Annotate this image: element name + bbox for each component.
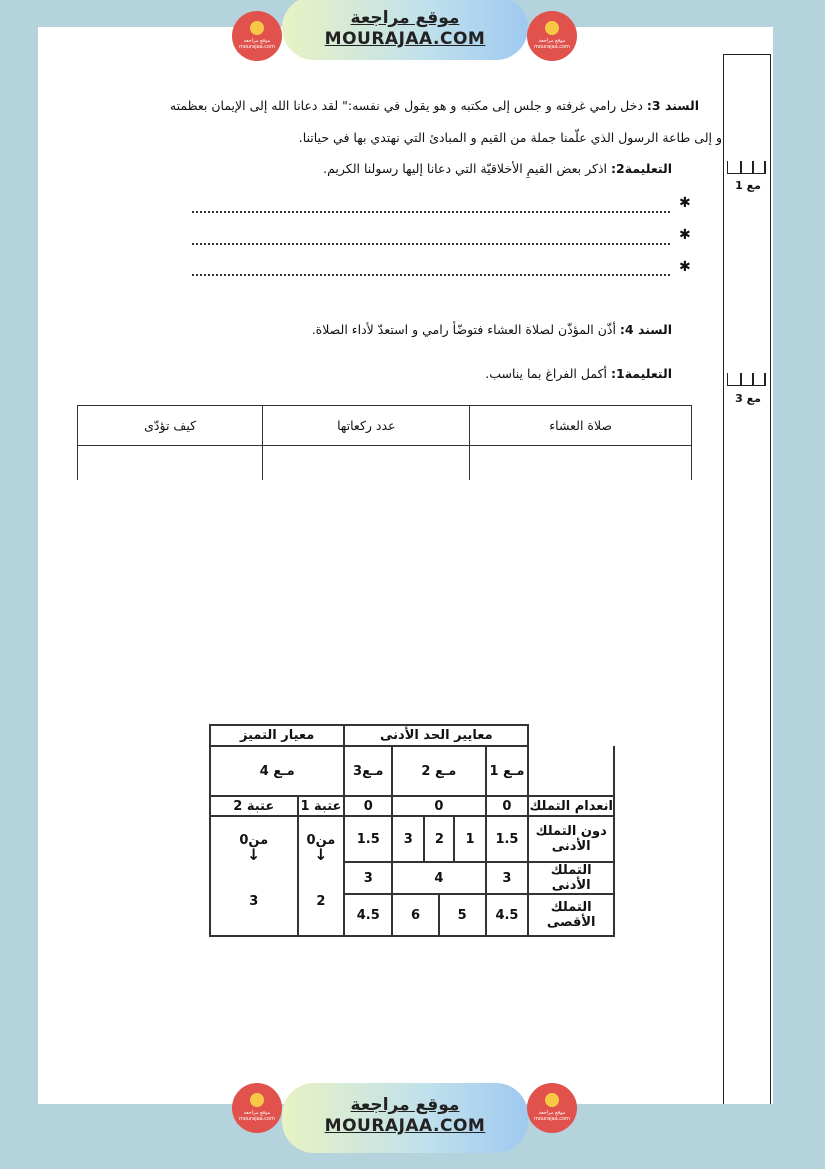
site-name-arabic: موقع مراجعة [350,1095,460,1115]
threshold1-range: من0 ↓ 2 [298,816,345,936]
table-cell-input[interactable] [263,446,470,481]
score-cell: 4 [392,862,485,894]
threshold2-range: من0 ↓ 3 [210,816,298,936]
header-how: كيف تؤدّى [78,406,263,446]
col-c1: مـع 1 [486,746,529,796]
instruction2: التعليمة2: اذكر بعض القيمِ الأخلاقيّة التي دعانا إليها رسولنا الكريم. [323,161,672,176]
answer-bullet: ✱ [679,227,691,243]
site-banner-top[interactable] [282,0,528,60]
score-cell-split [392,816,485,862]
row-label: التملك الأقصى [528,894,614,936]
table-cell-input[interactable] [470,446,692,481]
sanad3-line2: و إلى طاعة الرسول الذي علّمنا جملة من القيم و المبادئ التي نهتدي بها في حياتنا. [298,130,722,145]
score-cell: 3 [344,862,392,894]
criterion-label: مع 1 [735,179,761,192]
header-isha: صلاة العشاء [470,406,692,446]
col-c2: مـع 2 [392,746,485,796]
col-c3: مـع3 [344,746,392,796]
col-c4: مـع 4 [210,746,344,796]
threshold1: عتبة 1 [298,796,345,816]
score-cell: 0 [392,796,485,816]
answer-line[interactable] [192,231,670,245]
score-cell: 2 [424,817,454,861]
score-cell: 3 [486,862,529,894]
score-cell: 0 [344,796,392,816]
site-logo-right: موقع مراجعة mourajaa.com [527,11,577,61]
arrow-down-icon: ↓ [247,845,261,864]
logo-sun-icon [250,21,264,35]
row-label: دون التملك الأدنى [528,816,614,862]
grading-margin-column [723,54,771,1104]
site-logo-left: موقع مراجعة mourajaa.com [232,1083,282,1133]
header-excellence: معيار التميز [210,725,344,746]
empty-corner [528,725,614,746]
answer-line[interactable] [192,199,670,213]
header-rakaat: عدد ركعاتها [263,406,470,446]
prayer-table [77,405,692,480]
answer-line[interactable] [192,262,670,276]
score-cell: 5 [439,894,486,936]
exam-page [38,27,773,1104]
row-label: التملك الأدنى [528,862,614,894]
logo-sun-icon [545,21,559,35]
answer-bullet: ✱ [679,259,691,275]
arrow-down-icon: ↓ [314,845,328,864]
score-cell: 4.5 [344,894,392,936]
empty-label [528,746,614,796]
logo-sun-icon [545,1093,559,1107]
sanad4: السند 4: أذّن المؤذّن لصلاة العشاء فتوضّأ رامي و استعدّ لأداء الصلاة. [311,322,672,337]
score-cell: 4.5 [486,894,529,936]
threshold2: عتبة 2 [210,796,298,816]
instruction1: التعليمة1: أكمل الفراغ بما يناسب. [485,366,672,381]
table-cell-input[interactable] [78,446,263,481]
site-name-latin: MOURAJAA.COM [324,1116,486,1136]
site-logo-left: موقع مراجعة mourajaa.com [232,11,282,61]
grading-table [209,724,615,937]
site-name-arabic: موقع مراجعة [350,8,460,28]
header-min-criteria: معايير الحد الأدنى [344,725,528,746]
score-cell: 1 [454,817,484,861]
logo-sun-icon [250,1093,264,1107]
score-cell: 0 [486,796,529,816]
score-cell: 1.5 [486,816,529,862]
score-boxes [727,373,766,386]
criterion-label: مع 3 [735,392,761,405]
score-cell: 1.5 [344,816,392,862]
row-label: انعدام التملك [528,796,614,816]
score-cell: 3 [403,831,413,847]
score-cell: 6 [392,894,439,936]
site-name-latin: MOURAJAA.COM [324,29,486,49]
score-boxes [727,161,766,174]
answer-bullet: ✱ [679,195,691,211]
sanad3-line1: السند 3: دخل رامي غرفته و جلس إلى مكتبه و هو يقول في نفسه:" لقد دعانا الله إلى الإيمان بعظمته [169,98,699,113]
site-banner-bottom[interactable] [282,1083,528,1153]
site-logo-right: موقع مراجعة mourajaa.com [527,1083,577,1133]
